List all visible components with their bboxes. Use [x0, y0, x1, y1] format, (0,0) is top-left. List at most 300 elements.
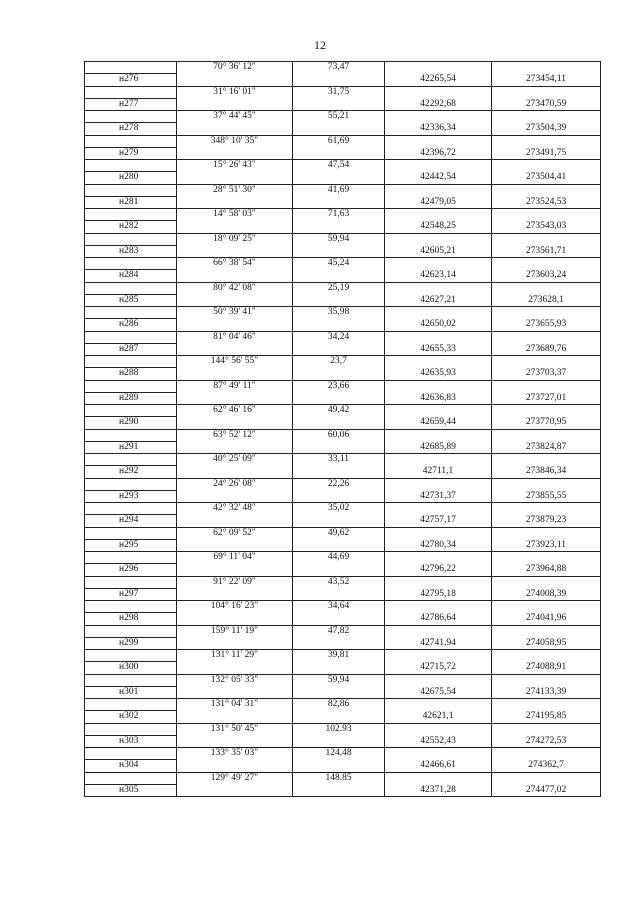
- x-coordinate-cell: 42336,34: [385, 123, 492, 135]
- segment-length-cell: 35,02: [293, 503, 385, 515]
- y-coordinate-cell: 273824,87: [492, 441, 601, 453]
- segment-length-cell: [293, 686, 385, 698]
- point-name-cell: н283: [85, 245, 177, 257]
- segment-length-cell: [293, 74, 385, 86]
- point-cell: [85, 62, 177, 74]
- point-row: [85, 196, 601, 208]
- segment-length-cell: [293, 319, 385, 331]
- point-row: [85, 490, 601, 502]
- segment-length-cell: 102.93: [293, 723, 385, 735]
- y-coordinate-cell: [492, 258, 601, 270]
- y-coordinate-cell: [492, 356, 601, 368]
- direction-angle-cell: [177, 490, 293, 502]
- y-coordinate-cell: [492, 135, 601, 147]
- x-coordinate-cell: [385, 527, 492, 539]
- point-row: [85, 588, 601, 600]
- segment-length-cell: [293, 417, 385, 429]
- y-coordinate-cell: [492, 772, 601, 784]
- x-coordinate-cell: 42650,02: [385, 319, 492, 331]
- x-coordinate-cell: 42741,94: [385, 637, 492, 649]
- x-coordinate-cell: 42442,54: [385, 172, 492, 184]
- direction-angle-cell: 87° 49' 11": [177, 380, 293, 392]
- y-coordinate-cell: [492, 111, 601, 123]
- segment-row: [85, 772, 601, 784]
- segment-length-cell: [293, 196, 385, 208]
- direction-angle-cell: 91° 22' 09": [177, 576, 293, 588]
- y-coordinate-cell: [492, 160, 601, 172]
- x-coordinate-cell: [385, 209, 492, 221]
- segment-length-cell: [293, 711, 385, 723]
- direction-angle-cell: 66° 38' 54": [177, 258, 293, 270]
- x-coordinate-cell: 42659,44: [385, 417, 492, 429]
- x-coordinate-cell: [385, 111, 492, 123]
- direction-angle-cell: [177, 221, 293, 233]
- y-coordinate-cell: 274008,39: [492, 588, 601, 600]
- y-coordinate-cell: 273504,41: [492, 172, 601, 184]
- x-coordinate-cell: 42786,64: [385, 613, 492, 625]
- point-cell: [85, 258, 177, 270]
- segment-row: [85, 748, 601, 760]
- segment-length-cell: 61,69: [293, 135, 385, 147]
- y-coordinate-cell: 273504,39: [492, 123, 601, 135]
- point-row: [85, 74, 601, 86]
- x-coordinate-cell: [385, 135, 492, 147]
- direction-angle-cell: 28° 51' 30": [177, 184, 293, 196]
- y-coordinate-cell: 273603,24: [492, 270, 601, 282]
- y-coordinate-cell: 273543,03: [492, 221, 601, 233]
- point-name-cell: н303: [85, 735, 177, 747]
- x-coordinate-cell: [385, 282, 492, 294]
- point-row: [85, 245, 601, 257]
- segment-length-cell: 49,62: [293, 527, 385, 539]
- y-coordinate-cell: [492, 429, 601, 441]
- x-coordinate-cell: [385, 62, 492, 74]
- direction-angle-cell: 104° 16' 23": [177, 601, 293, 613]
- y-coordinate-cell: 273689,76: [492, 343, 601, 355]
- point-row: [85, 662, 601, 674]
- segment-row: [85, 503, 601, 515]
- x-coordinate-cell: [385, 331, 492, 343]
- segment-row: [85, 160, 601, 172]
- segment-length-cell: 73,47: [293, 62, 385, 74]
- x-coordinate-cell: [385, 503, 492, 515]
- y-coordinate-cell: [492, 625, 601, 637]
- direction-angle-cell: [177, 74, 293, 86]
- point-name-cell: н298: [85, 613, 177, 625]
- point-name-cell: н280: [85, 172, 177, 184]
- point-name-cell: н291: [85, 441, 177, 453]
- direction-angle-cell: 14° 58' 03": [177, 209, 293, 221]
- y-coordinate-cell: 273655,93: [492, 319, 601, 331]
- direction-angle-cell: 69° 11' 04": [177, 552, 293, 564]
- point-name-cell: н297: [85, 588, 177, 600]
- x-coordinate-cell: [385, 233, 492, 245]
- segment-length-cell: [293, 490, 385, 502]
- direction-angle-cell: 62° 46' 16": [177, 405, 293, 417]
- y-coordinate-cell: 273524,53: [492, 196, 601, 208]
- point-name-cell: н293: [85, 490, 177, 502]
- segment-length-cell: [293, 147, 385, 159]
- y-coordinate-cell: [492, 650, 601, 662]
- page-number: 12: [314, 38, 326, 52]
- segment-row: [85, 552, 601, 564]
- x-coordinate-cell: 42466,61: [385, 760, 492, 772]
- direction-angle-cell: 131° 11' 29": [177, 650, 293, 662]
- direction-angle-cell: [177, 123, 293, 135]
- y-coordinate-cell: 273491,75: [492, 147, 601, 159]
- segment-length-cell: [293, 441, 385, 453]
- y-coordinate-cell: 273470,59: [492, 98, 601, 110]
- x-coordinate-cell: [385, 356, 492, 368]
- x-coordinate-cell: 42479,05: [385, 196, 492, 208]
- direction-angle-cell: [177, 760, 293, 772]
- direction-angle-cell: [177, 613, 293, 625]
- point-row: [85, 760, 601, 772]
- point-name-cell: н296: [85, 564, 177, 576]
- segment-length-cell: 35,98: [293, 307, 385, 319]
- segment-row: [85, 356, 601, 368]
- x-coordinate-cell: 42605,21: [385, 245, 492, 257]
- point-cell: [85, 772, 177, 784]
- x-coordinate-cell: 42757,17: [385, 515, 492, 527]
- direction-angle-cell: 144° 56' 55": [177, 356, 293, 368]
- y-coordinate-cell: 273703,37: [492, 368, 601, 380]
- segment-row: [85, 111, 601, 123]
- x-coordinate-cell: 42627,21: [385, 294, 492, 306]
- point-name-cell: н289: [85, 392, 177, 404]
- point-row: [85, 98, 601, 110]
- segment-row: [85, 454, 601, 466]
- point-name-cell: н292: [85, 466, 177, 478]
- segment-length-cell: [293, 588, 385, 600]
- segment-length-cell: [293, 98, 385, 110]
- point-row: [85, 711, 601, 723]
- y-coordinate-cell: [492, 307, 601, 319]
- segment-length-cell: 47,54: [293, 160, 385, 172]
- y-coordinate-cell: [492, 62, 601, 74]
- segment-length-cell: 71,63: [293, 209, 385, 221]
- segment-length-cell: 34,24: [293, 331, 385, 343]
- segment-length-cell: [293, 539, 385, 551]
- y-coordinate-cell: [492, 331, 601, 343]
- point-cell: [85, 233, 177, 245]
- x-coordinate-cell: 42621,1: [385, 711, 492, 723]
- segment-row: [85, 699, 601, 711]
- segment-length-cell: [293, 760, 385, 772]
- segment-length-cell: 47,82: [293, 625, 385, 637]
- x-coordinate-cell: [385, 380, 492, 392]
- y-coordinate-cell: [492, 454, 601, 466]
- y-coordinate-cell: 273561,71: [492, 245, 601, 257]
- point-cell: [85, 674, 177, 686]
- segment-length-cell: [293, 662, 385, 674]
- point-name-cell: н281: [85, 196, 177, 208]
- segment-length-cell: [293, 637, 385, 649]
- x-coordinate-cell: [385, 478, 492, 490]
- point-cell: [85, 429, 177, 441]
- y-coordinate-cell: 273770,95: [492, 417, 601, 429]
- point-cell: [85, 625, 177, 637]
- x-coordinate-cell: [385, 625, 492, 637]
- x-coordinate-cell: 42685,89: [385, 441, 492, 453]
- y-coordinate-cell: [492, 552, 601, 564]
- direction-angle-cell: [177, 564, 293, 576]
- y-coordinate-cell: [492, 503, 601, 515]
- direction-angle-cell: [177, 417, 293, 429]
- y-coordinate-cell: 274133,39: [492, 686, 601, 698]
- point-row: [85, 392, 601, 404]
- point-cell: [85, 478, 177, 490]
- x-coordinate-cell: 42623,14: [385, 270, 492, 282]
- point-name-cell: н301: [85, 686, 177, 698]
- direction-angle-cell: 131° 04' 31": [177, 699, 293, 711]
- x-coordinate-cell: 42636,83: [385, 392, 492, 404]
- point-name-cell: н288: [85, 368, 177, 380]
- point-row: [85, 123, 601, 135]
- y-coordinate-cell: 273879,23: [492, 515, 601, 527]
- segment-length-cell: 34,64: [293, 601, 385, 613]
- point-name-cell: н290: [85, 417, 177, 429]
- point-row: [85, 441, 601, 453]
- segment-row: [85, 209, 601, 221]
- direction-angle-cell: 24° 26' 08": [177, 478, 293, 490]
- segment-row: [85, 184, 601, 196]
- direction-angle-cell: 348° 10' 35": [177, 135, 293, 147]
- segment-length-cell: 23,66: [293, 380, 385, 392]
- point-name-cell: н278: [85, 123, 177, 135]
- point-name-cell: н276: [85, 74, 177, 86]
- segment-length-cell: [293, 172, 385, 184]
- segment-length-cell: [293, 466, 385, 478]
- direction-angle-cell: 132° 05' 33": [177, 674, 293, 686]
- segment-length-cell: [293, 245, 385, 257]
- point-row: [85, 172, 601, 184]
- segment-row: [85, 650, 601, 662]
- x-coordinate-cell: [385, 429, 492, 441]
- point-row: [85, 319, 601, 331]
- direction-angle-cell: [177, 172, 293, 184]
- point-row: [85, 613, 601, 625]
- point-row: [85, 466, 601, 478]
- segment-length-cell: [293, 343, 385, 355]
- segment-length-cell: [293, 564, 385, 576]
- segment-length-cell: [293, 123, 385, 135]
- point-cell: [85, 576, 177, 588]
- point-cell: [85, 135, 177, 147]
- point-row: [85, 294, 601, 306]
- segment-length-cell: 31,75: [293, 86, 385, 98]
- point-name-cell: н305: [85, 784, 177, 796]
- point-row: [85, 735, 601, 747]
- segment-length-cell: [293, 613, 385, 625]
- segment-length-cell: 59,94: [293, 674, 385, 686]
- direction-angle-cell: [177, 466, 293, 478]
- direction-angle-cell: [177, 686, 293, 698]
- point-name-cell: н295: [85, 539, 177, 551]
- segment-row: [85, 233, 601, 245]
- point-cell: [85, 503, 177, 515]
- y-coordinate-cell: [492, 86, 601, 98]
- point-name-cell: н284: [85, 270, 177, 282]
- direction-angle-cell: 18° 09' 25": [177, 233, 293, 245]
- point-name-cell: н299: [85, 637, 177, 649]
- point-cell: [85, 307, 177, 319]
- segment-row: [85, 429, 601, 441]
- point-cell: [85, 282, 177, 294]
- segment-length-cell: [293, 784, 385, 796]
- segment-length-cell: 33,11: [293, 454, 385, 466]
- segment-length-cell: [293, 515, 385, 527]
- point-name-cell: н286: [85, 319, 177, 331]
- direction-angle-cell: [177, 294, 293, 306]
- direction-angle-cell: 15° 26' 43": [177, 160, 293, 172]
- x-coordinate-cell: 42675,54: [385, 686, 492, 698]
- y-coordinate-cell: [492, 478, 601, 490]
- direction-angle-cell: 62° 09' 52": [177, 527, 293, 539]
- x-coordinate-cell: 42655,33: [385, 343, 492, 355]
- point-row: [85, 368, 601, 380]
- x-coordinate-cell: [385, 307, 492, 319]
- direction-angle-cell: 81° 04' 46": [177, 331, 293, 343]
- segment-length-cell: 45,24: [293, 258, 385, 270]
- x-coordinate-cell: [385, 723, 492, 735]
- point-row: [85, 539, 601, 551]
- segment-row: [85, 674, 601, 686]
- y-coordinate-cell: [492, 233, 601, 245]
- segment-length-cell: 60,06: [293, 429, 385, 441]
- segment-row: [85, 282, 601, 294]
- y-coordinate-cell: 273964,88: [492, 564, 601, 576]
- point-row: [85, 637, 601, 649]
- point-cell: [85, 601, 177, 613]
- x-coordinate-cell: [385, 184, 492, 196]
- x-coordinate-cell: [385, 454, 492, 466]
- segment-length-cell: 55,21: [293, 111, 385, 123]
- x-coordinate-cell: [385, 674, 492, 686]
- segment-length-cell: [293, 735, 385, 747]
- point-name-cell: н282: [85, 221, 177, 233]
- point-row: [85, 270, 601, 282]
- segment-length-cell: 25,19: [293, 282, 385, 294]
- segment-length-cell: 49,42: [293, 405, 385, 417]
- segment-row: [85, 625, 601, 637]
- point-row: [85, 686, 601, 698]
- direction-angle-cell: [177, 441, 293, 453]
- x-coordinate-cell: 42371,28: [385, 784, 492, 796]
- direction-angle-cell: 133° 35' 03": [177, 748, 293, 760]
- y-coordinate-cell: [492, 405, 601, 417]
- x-coordinate-cell: [385, 601, 492, 613]
- direction-angle-cell: [177, 662, 293, 674]
- y-coordinate-cell: 273454,11: [492, 74, 601, 86]
- segment-row: [85, 258, 601, 270]
- x-coordinate-cell: [385, 86, 492, 98]
- x-coordinate-cell: 42731,37: [385, 490, 492, 502]
- y-coordinate-cell: [492, 527, 601, 539]
- x-coordinate-cell: [385, 552, 492, 564]
- x-coordinate-cell: 42265,54: [385, 74, 492, 86]
- x-coordinate-cell: 42548,25: [385, 221, 492, 233]
- y-coordinate-cell: [492, 209, 601, 221]
- point-row: [85, 221, 601, 233]
- point-row: [85, 417, 601, 429]
- direction-angle-cell: 129° 49' 27": [177, 772, 293, 784]
- x-coordinate-cell: [385, 772, 492, 784]
- y-coordinate-cell: [492, 184, 601, 196]
- x-coordinate-cell: 42711,1: [385, 466, 492, 478]
- direction-angle-cell: 37° 44' 45": [177, 111, 293, 123]
- y-coordinate-cell: [492, 282, 601, 294]
- y-coordinate-cell: 274088,91: [492, 662, 601, 674]
- point-name-cell: н287: [85, 343, 177, 355]
- direction-angle-cell: [177, 98, 293, 110]
- direction-angle-cell: 70° 36' 12": [177, 62, 293, 74]
- segment-length-cell: 43,52: [293, 576, 385, 588]
- point-row: [85, 515, 601, 527]
- y-coordinate-cell: 274272,53: [492, 735, 601, 747]
- segment-row: [85, 478, 601, 490]
- point-name-cell: н285: [85, 294, 177, 306]
- coordinates-table-body: [85, 62, 601, 797]
- direction-angle-cell: [177, 637, 293, 649]
- point-name-cell: н277: [85, 98, 177, 110]
- segment-length-cell: 82,86: [293, 699, 385, 711]
- y-coordinate-cell: 273628,1: [492, 294, 601, 306]
- y-coordinate-cell: 273727,01: [492, 392, 601, 404]
- x-coordinate-cell: [385, 699, 492, 711]
- y-coordinate-cell: 274195,85: [492, 711, 601, 723]
- x-coordinate-cell: 42396,72: [385, 147, 492, 159]
- segment-length-cell: 41,69: [293, 184, 385, 196]
- direction-angle-cell: 42° 32' 48": [177, 503, 293, 515]
- point-cell: [85, 748, 177, 760]
- x-coordinate-cell: 42795,18: [385, 588, 492, 600]
- y-coordinate-cell: [492, 601, 601, 613]
- y-coordinate-cell: [492, 699, 601, 711]
- x-coordinate-cell: [385, 650, 492, 662]
- segment-row: [85, 86, 601, 98]
- segment-row: [85, 723, 601, 735]
- x-coordinate-cell: 42635,93: [385, 368, 492, 380]
- direction-angle-cell: [177, 147, 293, 159]
- point-cell: [85, 699, 177, 711]
- coordinates-table: [84, 61, 601, 797]
- segment-row: [85, 576, 601, 588]
- segment-row: [85, 405, 601, 417]
- y-coordinate-cell: 274041,96: [492, 613, 601, 625]
- x-coordinate-cell: 42780,34: [385, 539, 492, 551]
- point-cell: [85, 331, 177, 343]
- point-cell: [85, 723, 177, 735]
- point-name-cell: н304: [85, 760, 177, 772]
- direction-angle-cell: [177, 784, 293, 796]
- point-cell: [85, 111, 177, 123]
- direction-angle-cell: [177, 343, 293, 355]
- point-cell: [85, 552, 177, 564]
- x-coordinate-cell: [385, 160, 492, 172]
- segment-row: [85, 62, 601, 74]
- direction-angle-cell: [177, 270, 293, 282]
- direction-angle-cell: [177, 245, 293, 257]
- point-cell: [85, 86, 177, 98]
- segment-length-cell: [293, 368, 385, 380]
- point-cell: [85, 184, 177, 196]
- x-coordinate-cell: [385, 405, 492, 417]
- y-coordinate-cell: 274362,7: [492, 760, 601, 772]
- y-coordinate-cell: 273846,34: [492, 466, 601, 478]
- point-cell: [85, 380, 177, 392]
- point-name-cell: н294: [85, 515, 177, 527]
